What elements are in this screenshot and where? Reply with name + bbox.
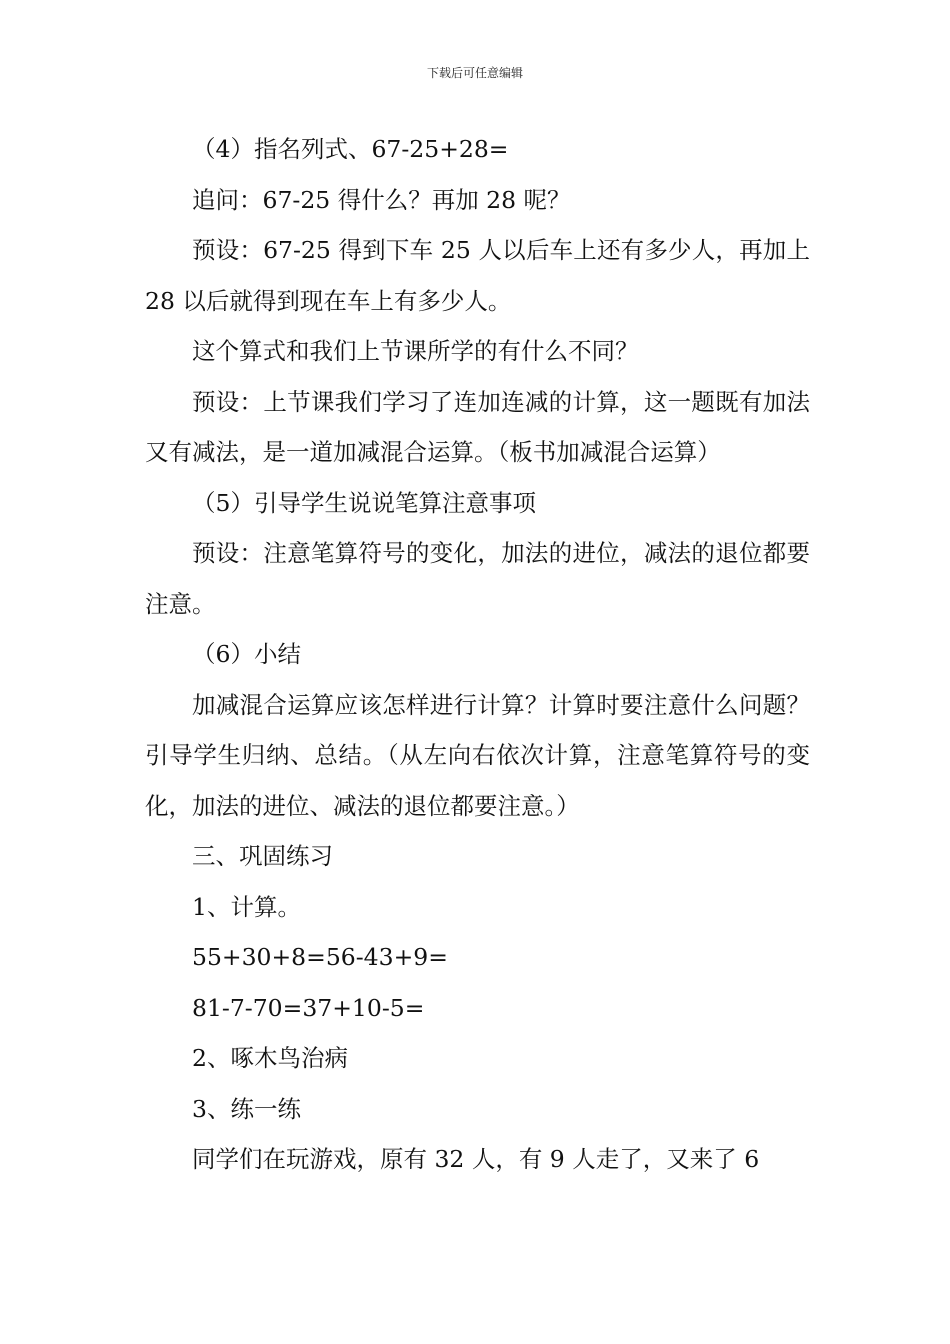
exercise-3-text: 同学们在玩游戏，原有 32 人，有 9 人走了，又来了 6 — [192, 1145, 760, 1173]
exercise-2-title: 2、啄木鸟治病 — [192, 1044, 348, 1072]
exercise-1-line-2: 81-7-70=37+10-5= — [192, 993, 425, 1022]
paragraph-summary: 加减混合运算应该怎样进行计算？计算时要注意什么问题？引导学生归纳、总结。（从左向右依次计算，注意笔算符号的变化，加法的进位、减法的退位都要注意。） — [145, 690, 810, 820]
exercise-1-line-1: 55+30+8=56-43+9= — [192, 943, 448, 971]
page-header: 下载后可任意编辑 — [426, 66, 523, 80]
paragraph-expected-answer-2: 预设：上节课我们学习了连加连减的计算，这一题既有加法又有减法，是一道加减混合运算。（板书加减混合运算） — [145, 387, 810, 466]
exercise-1-title: 1、计算。 — [192, 892, 301, 921]
paragraph-comparison-question: 这个算式和我们上节课所学的有什么不同？ — [192, 337, 639, 365]
document-body — [145, 124, 810, 1185]
section-heading-practice: 三、巩固练习 — [192, 842, 333, 870]
exercise-3-title: 3、练一练 — [192, 1094, 301, 1123]
paragraph-step-4: （4）指名列式、67-25+28= — [192, 135, 509, 163]
paragraph-step-6: （6）小结 — [192, 640, 301, 668]
paragraph-expected-answer-3: 预设：注意笔算符号的变化，加法的进位，减法的退位都要注意。 — [145, 539, 810, 618]
paragraph-expected-answer-1: 预设：67-25 得到下车 25 人以后车上还有多少人，再加上 28 以后就得到现在车上有多少人。 — [145, 236, 810, 315]
paragraph-follow-up-question: 追问：67-25 得什么？再加 28 呢？ — [192, 185, 571, 214]
paragraph-step-5: （5）引导学生说说笔算注意事项 — [192, 488, 536, 517]
